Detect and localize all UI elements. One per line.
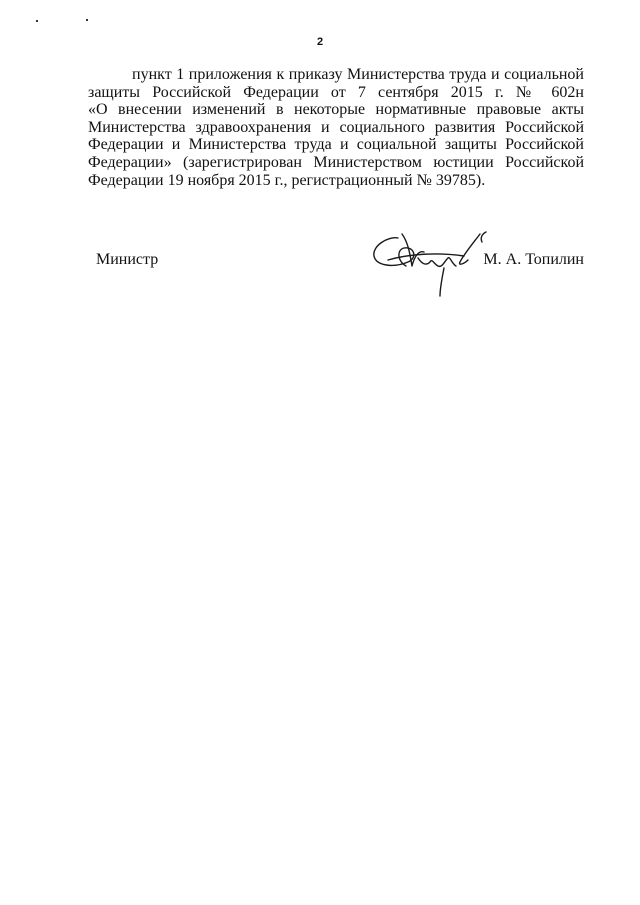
paragraph-line: пункт 1 приложения к приказу Министерства труда и социальной <box>132 66 584 83</box>
handwritten-signature-icon <box>368 228 498 298</box>
paragraph-line: Федерации» (зарегистрирован Министерством юстиции Российской <box>88 153 584 171</box>
signer-position: Министр <box>96 251 159 268</box>
body-paragraph <box>88 66 584 189</box>
signer-name: М. А. Топилин <box>483 251 584 268</box>
paragraph-line: Федерации и Министерства труда и социальной защиты Российской <box>88 136 584 154</box>
scan-speck <box>86 19 88 21</box>
page-number: 2 <box>316 36 324 48</box>
paragraph-line: Министерства здравоохранения и социального развития Российской <box>88 118 584 136</box>
scan-speck <box>36 20 38 22</box>
paragraph-line: «О внесении изменений в некоторые нормативные правовые акты <box>88 101 584 119</box>
paragraph-line: защиты Российской Федерации от 7 сентября 2015 г. № 602н <box>88 83 584 101</box>
paragraph-line: Федерации 19 ноября 2015 г., регистрационный № 39785). <box>88 171 486 189</box>
signature-row <box>96 251 584 271</box>
